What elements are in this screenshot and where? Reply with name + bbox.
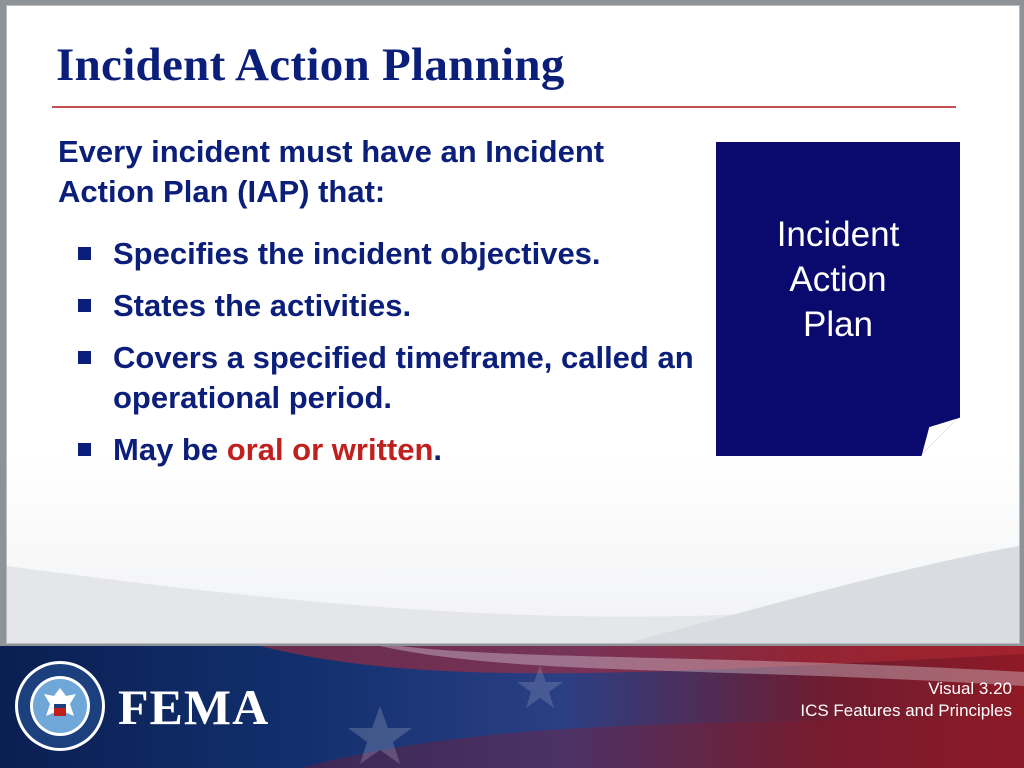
- slide-title: Incident Action Planning: [56, 39, 565, 91]
- bullet-item: [58, 338, 698, 418]
- bullet-text: Covers a specified timeframe, called an operational period.: [113, 340, 694, 415]
- square-bullet-icon: [78, 443, 91, 456]
- square-bullet-icon: [78, 299, 91, 312]
- card-label: [716, 212, 960, 347]
- incident-action-plan-card: [716, 142, 960, 456]
- fema-logo: FEMA: [118, 679, 270, 735]
- footer-caption: [800, 678, 1012, 722]
- card-label-line: Incident: [776, 215, 900, 254]
- bullet-highlight: oral or written: [226, 432, 434, 467]
- title-divider: [52, 106, 956, 108]
- card-label-line: Action: [789, 260, 887, 299]
- square-bullet-icon: [78, 351, 91, 364]
- bullet-text-prefix: May be: [113, 432, 227, 467]
- course-title: ICS Features and Principles: [800, 701, 1012, 720]
- visual-number: Visual 3.20: [928, 679, 1012, 698]
- bullet-item: [58, 234, 698, 274]
- dhs-seal-icon: [14, 660, 106, 752]
- intro-text: Every incident must have an Incident Action Plan (IAP) that:: [58, 134, 605, 209]
- bullet-list: [58, 234, 698, 482]
- bullet-text: States the activities.: [113, 288, 412, 323]
- square-bullet-icon: [78, 247, 91, 260]
- card-label-line: Plan: [802, 305, 874, 344]
- bullet-item: [58, 286, 698, 326]
- bullet-item: [58, 430, 698, 470]
- bullet-text: Specifies the incident objectives.: [113, 236, 601, 271]
- bullet-text-suffix: .: [433, 432, 443, 467]
